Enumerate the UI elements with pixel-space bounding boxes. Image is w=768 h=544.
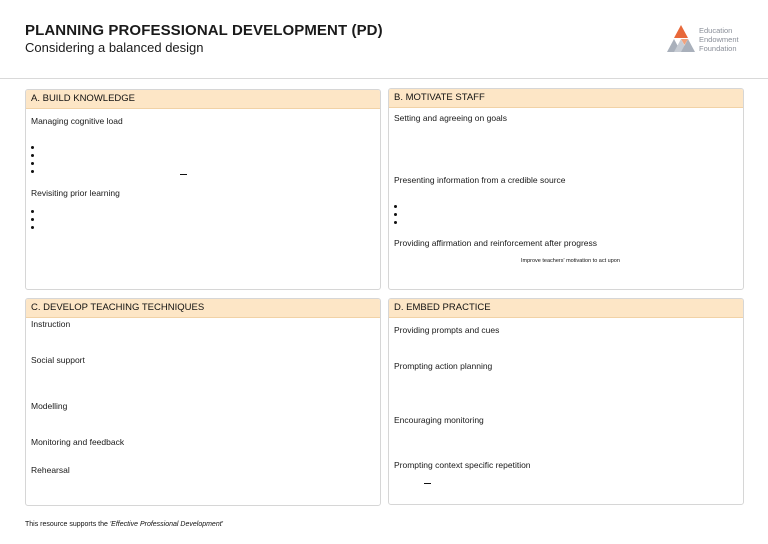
panel-item: Setting and agreeing on goals (394, 113, 507, 123)
panel-item: Providing affirmation and reinforcement after progress (394, 238, 597, 248)
panel-item: Rehearsal (31, 465, 70, 475)
bullet-dot (394, 221, 397, 224)
bullet-dot (31, 170, 34, 173)
panel-heading: A. BUILD KNOWLEDGE (26, 90, 380, 109)
logo-text (699, 26, 739, 53)
bullet-dot (31, 218, 34, 221)
bullet-dot (31, 146, 34, 149)
dash-mark (424, 483, 431, 484)
panel-heading: B. MOTIVATE STAFF (389, 89, 743, 108)
bullet-dot (394, 213, 397, 216)
bullet-dot (31, 210, 34, 213)
panel-heading: D. EMBED PRACTICE (389, 299, 743, 318)
panel-item: Social support (31, 355, 85, 365)
eef-logo-icon (666, 24, 696, 54)
logo-line: Endowment (699, 35, 739, 44)
panel-note: Improve teachers' motivation to act upon (521, 258, 620, 264)
bullet-dot (31, 226, 34, 229)
page-header (0, 0, 768, 79)
panel-item: Providing prompts and cues (394, 325, 500, 335)
eef-logo (666, 24, 746, 56)
page-subtitle: Considering a balanced design (25, 40, 204, 55)
panel-embed-practice (388, 298, 744, 505)
bullet-dot (31, 154, 34, 157)
footer-note (25, 521, 223, 528)
panel-item: Managing cognitive load (31, 116, 123, 126)
panel-item: Revisiting prior learning (31, 188, 120, 198)
bullet-dot (31, 162, 34, 165)
dash-mark (180, 174, 187, 175)
logo-line: Education (699, 26, 733, 35)
panel-item: Prompting action planning (394, 361, 493, 371)
panel-item: Monitoring and feedback (31, 437, 125, 447)
panel-item: Presenting information from a credible source (394, 175, 566, 185)
panel-develop-teaching (25, 298, 381, 506)
footer-emphasis: 'Effective Professional Development' (109, 521, 224, 528)
footer-text: This resource supports the (25, 521, 110, 528)
bullet-dot (394, 205, 397, 208)
logo-line: Foundation (699, 44, 737, 53)
panel-motivate-staff (388, 88, 744, 290)
page-title: PLANNING PROFESSIONAL DEVELOPMENT (PD) (25, 22, 383, 39)
panel-item: Prompting context specific repetition (394, 460, 531, 470)
panel-item: Instruction (31, 319, 71, 329)
panel-build-knowledge (25, 89, 381, 290)
panel-heading: C. DEVELOP TEACHING TECHNIQUES (26, 299, 380, 318)
panel-item: Encouraging monitoring (394, 415, 484, 425)
panel-item: Modelling (31, 401, 68, 411)
